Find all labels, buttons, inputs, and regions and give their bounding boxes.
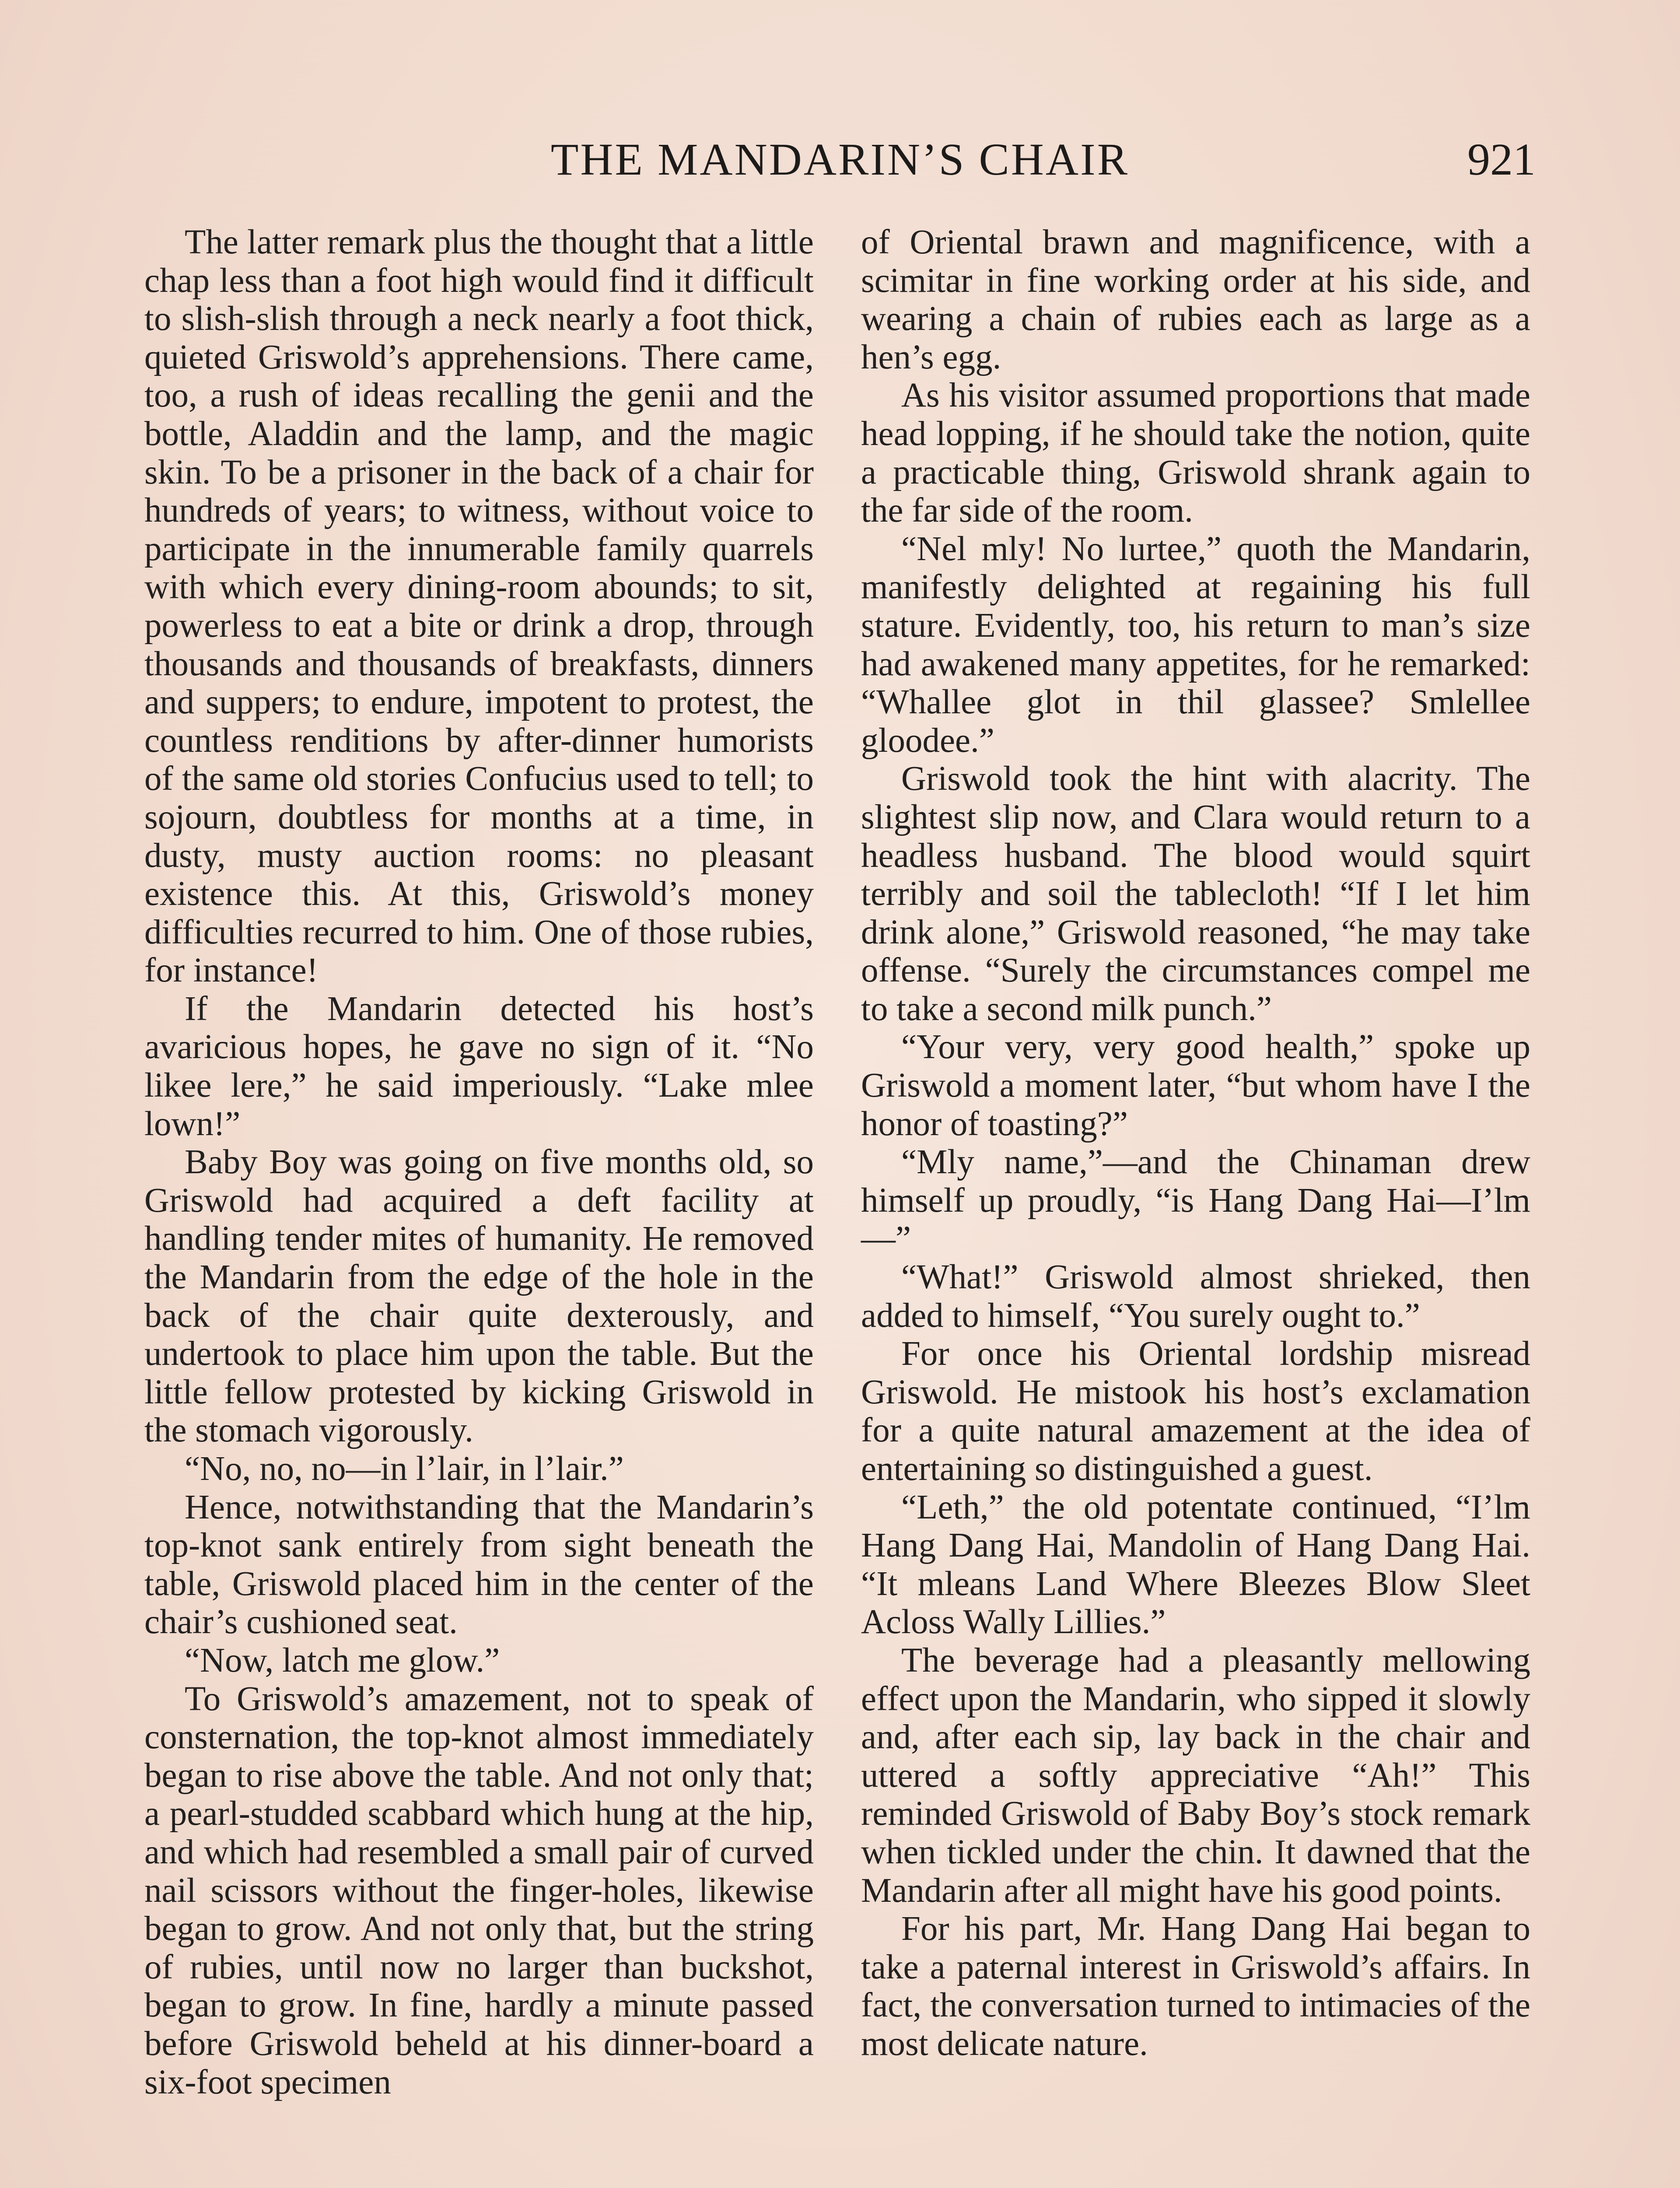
paragraph: “No, no, no—in l’lair, in l’lair.” bbox=[185, 1450, 624, 1488]
page-header bbox=[144, 127, 1536, 193]
paragraph: Hence, notwithstanding that the Mandarin’s top-knot sank entirely from sight beneath the table, Griswold placed him in the center of the chair’s cushioned seat. bbox=[144, 1488, 814, 1641]
paragraph: Baby Boy was going on five months old, so Griswold had acquired a deft facility at handling tender mites of humanity. He removed the Mandarin from the edge of the hole in the back of the chair quite dexterously, and undertook to place him upon the table. But the little fellow protested by kicking Griswold in the stomach vigorously. bbox=[144, 1143, 814, 1450]
paragraph: “What!” Griswold almost shrieked, then added to himself, “You surely ought to.” bbox=[861, 1258, 1530, 1335]
paragraph: For his part, Mr. Hang Dang Hai began to take a paternal interest in Griswold’s affairs. In fact, the conversation turned to intimacies of the most delicate nature. bbox=[861, 1910, 1530, 2063]
paragraph: “Nel mly! No lurtee,” quoth the Mandarin, manifestly delighted at regaining his full stature. Evidently, too, his return to man’s size had awakened many appetites, for he remarked: “Whallee glot in thil glassee? Smlellee gloodee.” bbox=[861, 529, 1530, 760]
paragraph: of Oriental brawn and magnificence, with a scimitar in fine working order at his side, and wearing a chain of rubies each as large as a hen’s egg. bbox=[861, 223, 1530, 376]
paragraph: “Mly name,”—and the Chinaman drew himself up proudly, “is Hang Dang Hai—I’lm—” bbox=[861, 1143, 1530, 1258]
paragraph: For once his Oriental lordship misread Griswold. He mistook his host’s exclamation for a quite natural amazement at the idea of entertaining so distinguished a guest. bbox=[861, 1335, 1530, 1488]
paragraph: “Your very, very good health,” spoke up Griswold a moment later, “but whom have I the honor of toasting?” bbox=[861, 1028, 1530, 1143]
paragraph: The beverage had a pleasantly mellowing effect upon the Mandarin, who sipped it slowly and, after each sip, lay back in the chair and uttered a softly appreciative “Ah!” This reminded Griswold of Baby Boy’s stock remark when tickled under the chin. It dawned that the Mandarin after all might have his good points. bbox=[861, 1641, 1530, 1910]
paragraph: The latter remark plus the thought that a little chap less than a foot high would find it difficult to slish-slish through a neck nearly a foot thick, quieted Griswold’s apprehensions. There came, too, a rush of ideas recalling the genii and the bottle, Aladdin and the lamp, and the magic skin. To be a prisoner in the back of a chair for hundreds of years; to witness, without voice to participate in the innumerable family quarrels with which every dining-room abounds; to sit, powerless to eat a bite or drink a drop, through thousands and thousands of breakfasts, dinners and suppers; to endure, impotent to protest, the countless renditions by after-dinner humorists of the same old stories Confucius used to tell; to sojourn, doubtless for months at a time, in dusty, musty auction rooms: no pleasant existence this. At this, Griswold’s money difficulties recurred to him. One of those rubies, for instance! bbox=[144, 223, 814, 990]
paragraph: Griswold took the hint with alacrity. The slightest slip now, and Clara would return to a headless husband. The blood would squirt terribly and soil the tablecloth! “If I let him drink alone,” Griswold reasoned, “he may take offense. “Surely the circumstances compel me to take a second milk punch.” bbox=[861, 760, 1530, 1028]
page-title: THE MANDARIN’S CHAIR bbox=[550, 134, 1130, 185]
paragraph: To Griswold’s amazement, not to speak of consternation, the top-knot almost immediately began to rise above the table. And not only that; a pearl-studded scabbard which hung at the hip, and which had resembled a small pair of curved nail scissors without the finger-holes, likewise began to grow. And not only that, but the string of rubies, until now no larger than buckshot, began to grow. In fine, hardly a minute passed before Griswold beheld at his dinner-board a six-foot specimen bbox=[144, 1680, 814, 2101]
left-column bbox=[144, 223, 814, 2101]
page-number: 921 bbox=[1467, 134, 1536, 185]
paragraph: If the Mandarin detected his host’s avaricious hopes, he gave no sign of it. “No likee lere,” he said imperiously. “Lake mlee lown!” bbox=[144, 989, 814, 1143]
paragraph: As his visitor assumed proportions that made head lopping, if he should take the notion, quite a practicable thing, Griswold shrank again to the far side of the room. bbox=[861, 376, 1530, 530]
paragraph: “Leth,” the old potentate continued, “I’lm Hang Dang Hai, Mandolin of Hang Dang Hai. “It mleans Land Where Bleezes Blow Sleet Acloss Wally Lillies.” bbox=[861, 1488, 1530, 1641]
right-column bbox=[861, 223, 1530, 2063]
paragraph: “Now, latch me glow.” bbox=[185, 1641, 500, 1680]
